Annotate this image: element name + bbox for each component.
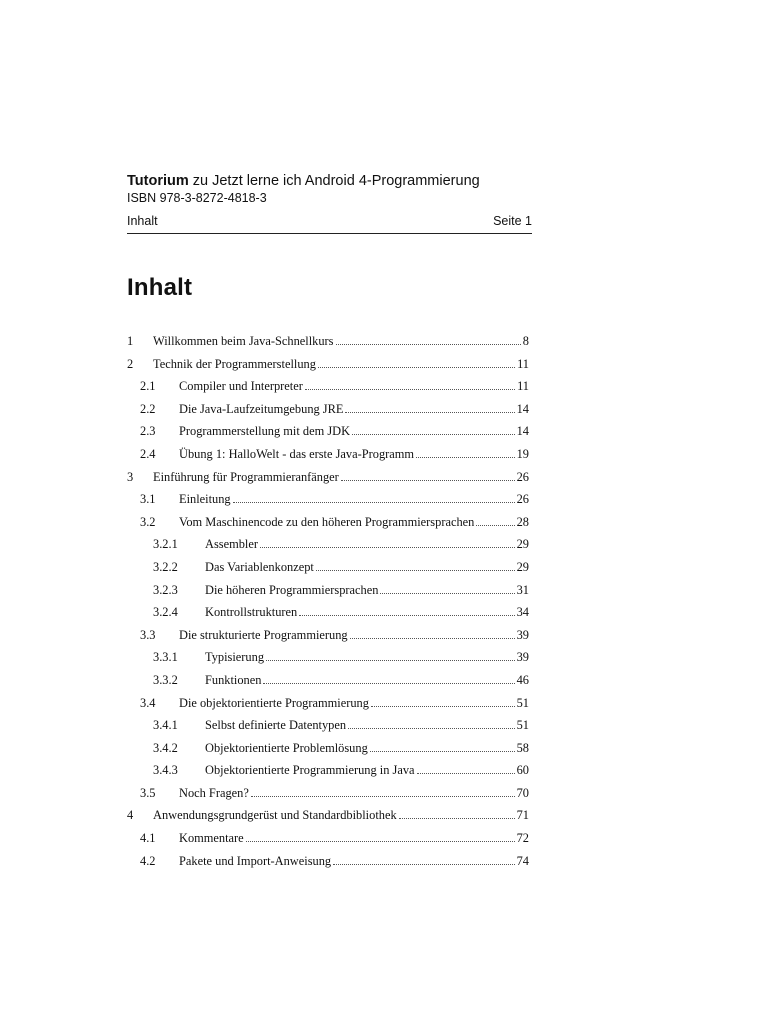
toc-dot-leader xyxy=(348,728,515,729)
toc-entry[interactable] xyxy=(127,649,529,672)
toc-entry[interactable] xyxy=(127,785,529,808)
toc-entry-title: Willkommen beim Java-Schnellkurs xyxy=(153,334,334,348)
toc-dot-leader xyxy=(352,434,515,435)
toc-entry-number: 3.4.3 xyxy=(153,763,178,778)
toc-entry-page: 26 xyxy=(516,492,529,507)
toc-dot-leader xyxy=(476,525,514,526)
document-title-rest: zu Jetzt lerne ich Android 4-Programmierung xyxy=(188,173,480,189)
toc-dot-leader xyxy=(260,547,515,548)
toc-entry-title: Technik der Programmerstellung xyxy=(153,356,316,371)
toc-entry-number: 4 xyxy=(127,808,134,823)
toc-entry-title: Noch Fragen? xyxy=(179,785,249,800)
toc-entry-title: Objektorientierte Problemlösung xyxy=(205,740,368,755)
toc-entry-title: Kommentare xyxy=(179,831,244,846)
toc-entry-number: 3.2.2 xyxy=(153,559,178,574)
running-header xyxy=(127,213,532,234)
toc-dot-leader xyxy=(305,389,515,390)
toc-entry-line xyxy=(179,446,529,462)
toc-entry-page: 60 xyxy=(516,763,529,778)
toc-entry[interactable] xyxy=(127,356,529,379)
toc-entry-number: 4.2 xyxy=(140,853,156,868)
toc-dot-leader xyxy=(336,344,521,345)
toc-entry[interactable] xyxy=(127,333,529,356)
toc-entry-title: Typisierung xyxy=(205,650,265,665)
toc-entry-title: Programmerstellung mit dem JDK xyxy=(179,424,351,439)
toc-entry-number: 3.4 xyxy=(140,695,156,710)
toc-dot-leader xyxy=(316,570,515,571)
toc-dot-leader xyxy=(370,751,515,752)
toc-entry-page: 14 xyxy=(516,424,529,439)
toc-entry-page: 46 xyxy=(516,672,529,687)
toc-entry[interactable] xyxy=(127,672,529,695)
toc-entry[interactable] xyxy=(127,469,529,492)
table-of-contents xyxy=(127,333,529,875)
toc-entry-page: 11 xyxy=(517,379,529,394)
toc-dot-leader xyxy=(246,841,515,842)
toc-entry-title: Einführung für Programmieranfänger xyxy=(153,469,339,484)
toc-entry[interactable] xyxy=(127,762,529,785)
toc-dot-leader xyxy=(399,818,515,819)
toc-entry-line xyxy=(205,559,529,575)
toc-entry-page: 19 xyxy=(516,446,529,461)
toc-entry-page: 11 xyxy=(517,356,529,371)
toc-entry-title: Die höheren Programmiersprachen xyxy=(205,582,379,597)
toc-entry-page: 72 xyxy=(516,831,529,846)
toc-entry-line xyxy=(179,853,529,869)
toc-entry[interactable] xyxy=(127,401,529,424)
toc-entry-page: 70 xyxy=(516,785,529,800)
toc-dot-leader xyxy=(350,638,515,639)
toc-entry-page: 51 xyxy=(516,695,529,710)
toc-entry[interactable] xyxy=(127,627,529,650)
toc-dot-leader xyxy=(333,864,515,865)
toc-dot-leader xyxy=(345,412,514,413)
toc-dot-leader xyxy=(341,480,515,481)
toc-dot-leader xyxy=(251,796,515,797)
toc-entry[interactable] xyxy=(127,717,529,740)
toc-entry-page: 31 xyxy=(516,582,529,597)
toc-dot-leader xyxy=(417,773,515,774)
toc-entry-line xyxy=(205,649,529,665)
toc-entry[interactable] xyxy=(127,423,529,446)
toc-dot-leader xyxy=(371,706,515,707)
toc-entry-number: 3.3.2 xyxy=(153,672,178,687)
toc-entry-number: 3.1 xyxy=(140,492,156,507)
document-title-bold: Tutorium xyxy=(127,173,189,189)
toc-entry-page: 39 xyxy=(516,650,529,665)
toc-entry-line xyxy=(153,807,529,823)
toc-entry-number: 2.3 xyxy=(140,424,156,439)
toc-entry-title: Das Variablenkonzept xyxy=(205,559,314,574)
toc-entry[interactable] xyxy=(127,536,529,559)
toc-entry-title: Compiler und Interpreter xyxy=(179,379,303,394)
toc-entry-line xyxy=(205,604,529,620)
toc-entry[interactable] xyxy=(127,378,529,401)
running-header-section: Inhalt xyxy=(127,214,158,228)
isbn: ISBN 978-3-8272-4818-3 xyxy=(127,191,267,205)
toc-entry-page: 8 xyxy=(522,334,529,348)
toc-entry-title: Die Java-Laufzeitumgebung JRE xyxy=(179,401,344,416)
toc-entry[interactable] xyxy=(127,491,529,514)
toc-entry-number: 2.1 xyxy=(140,379,156,394)
toc-entry[interactable] xyxy=(127,559,529,582)
toc-entry-number: 4.1 xyxy=(140,831,156,846)
toc-dot-leader xyxy=(318,367,515,368)
toc-entry-line xyxy=(205,672,529,688)
toc-entry-title: Die strukturierte Programmierung xyxy=(179,627,348,642)
toc-entry-page: 26 xyxy=(516,469,529,484)
toc-entry-page: 71 xyxy=(516,808,529,823)
toc-entry-line xyxy=(205,717,529,733)
toc-entry-line xyxy=(179,695,529,711)
toc-entry-title: Funktionen xyxy=(205,672,262,687)
toc-entry[interactable] xyxy=(127,695,529,718)
toc-entry-line xyxy=(153,469,529,485)
toc-entry-number: 3.5 xyxy=(140,785,156,800)
toc-entry-line xyxy=(179,785,529,801)
toc-dot-leader xyxy=(299,615,514,616)
toc-entry-line xyxy=(179,423,529,439)
toc-entry-number: 3.2.1 xyxy=(153,537,178,552)
toc-entry-line xyxy=(179,627,529,643)
toc-entry-page: 29 xyxy=(516,537,529,552)
toc-entry-number: 1 xyxy=(127,334,134,348)
toc-entry[interactable] xyxy=(127,582,529,605)
toc-dot-leader xyxy=(263,683,514,684)
toc-entry-page: 58 xyxy=(516,740,529,755)
toc-entry[interactable] xyxy=(127,514,529,537)
toc-entry-number: 3.2.4 xyxy=(153,605,178,620)
toc-entry-title: Anwendungsgrundgerüst und Standardbibliothek xyxy=(153,808,397,823)
toc-entry-title: Einleitung xyxy=(179,492,231,507)
toc-dot-leader xyxy=(233,502,515,503)
toc-entry-number: 3.2 xyxy=(140,514,156,529)
toc-entry-line xyxy=(205,536,529,552)
toc-entry-line xyxy=(179,378,529,394)
toc-entry-number: 3.4.1 xyxy=(153,718,178,733)
toc-entry[interactable] xyxy=(127,807,529,830)
toc-entry[interactable] xyxy=(127,740,529,763)
toc-dot-leader xyxy=(380,593,514,594)
toc-entry-title: Kontrollstrukturen xyxy=(205,605,298,620)
toc-dot-leader xyxy=(416,457,515,458)
toc-entry-number: 2.4 xyxy=(140,446,156,461)
toc-entry-page: 14 xyxy=(516,401,529,416)
toc-entry-page: 51 xyxy=(516,718,529,733)
toc-entry-line xyxy=(205,762,529,778)
toc-entry-page: 29 xyxy=(516,559,529,574)
toc-entry-line xyxy=(153,356,529,372)
page-title: Inhalt xyxy=(127,274,193,301)
toc-entry-page: 34 xyxy=(516,605,529,620)
toc-entry-line xyxy=(179,830,529,846)
toc-entry[interactable] xyxy=(127,446,529,469)
toc-entry-line xyxy=(179,401,529,417)
toc-entry[interactable] xyxy=(127,853,529,876)
page-number: Seite 1 xyxy=(493,214,532,228)
toc-entry-title: Übung 1: HalloWelt - das erste Java-Programm xyxy=(179,446,415,461)
page-header xyxy=(127,172,532,234)
toc-entry-title: Objektorientierte Programmierung in Java xyxy=(205,763,415,778)
toc-entry-title: Pakete und Import-Anweisung xyxy=(179,853,332,868)
toc-entry-title: Selbst definierte Datentypen xyxy=(205,718,347,733)
toc-entry-number: 3.4.2 xyxy=(153,740,178,755)
toc-entry-line xyxy=(179,514,529,530)
toc-entry[interactable] xyxy=(127,830,529,853)
toc-entry-number: 3.2.3 xyxy=(153,582,178,597)
document-title xyxy=(127,172,532,190)
toc-entry[interactable] xyxy=(127,604,529,627)
toc-entry-title: Die objektorientierte Programmierung xyxy=(179,695,369,710)
toc-entry-number: 3.3.1 xyxy=(153,650,178,665)
toc-entry-number: 3.3 xyxy=(140,627,156,642)
toc-entry-page: 74 xyxy=(516,853,529,868)
toc-entry-title: Vom Maschinencode zu den höheren Programmiersprachen xyxy=(179,514,475,529)
toc-entry-line xyxy=(179,491,529,507)
toc-entry-line xyxy=(205,582,529,598)
toc-entry-number: 3 xyxy=(127,469,134,484)
toc-entry-number: 2.2 xyxy=(140,401,156,416)
toc-entry-title: Assembler xyxy=(205,537,258,552)
toc-entry-line xyxy=(153,333,529,349)
toc-entry-page: 39 xyxy=(516,627,529,642)
toc-dot-leader xyxy=(266,660,515,661)
toc-entry-page: 28 xyxy=(516,514,529,529)
toc-entry-line xyxy=(205,740,529,756)
toc-entry-number: 2 xyxy=(127,356,134,371)
